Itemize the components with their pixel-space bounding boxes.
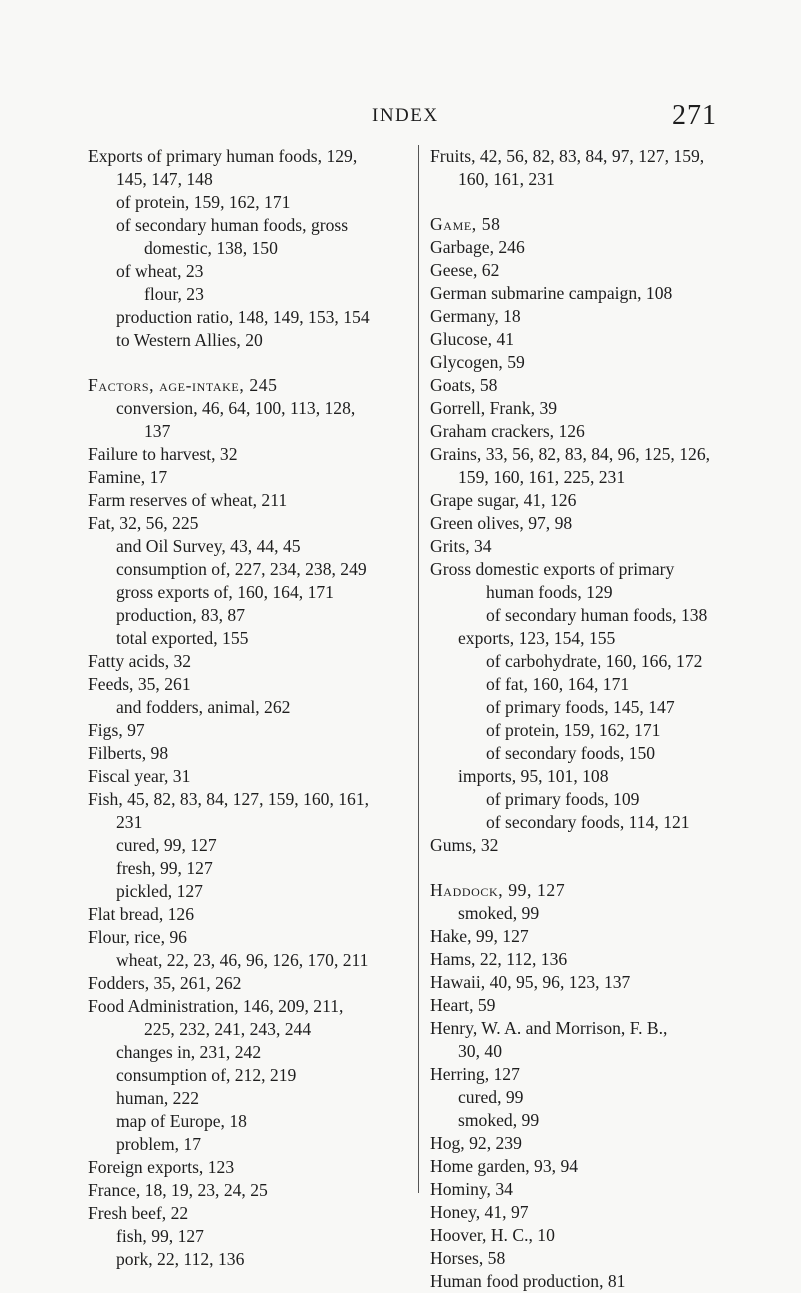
index-entry: Grits, 34	[430, 536, 492, 556]
index-subentry: to Western Allies, 20	[116, 330, 263, 350]
index-entry: Glucose, 41	[430, 329, 515, 349]
index-entry: Geese, 62	[430, 260, 500, 280]
index-subentry: fish, 99, 127	[116, 1226, 204, 1246]
index-entry: Grains, 33, 56, 82, 83, 84, 96, 125, 126,	[430, 444, 711, 464]
index-subentry: 225, 232, 241, 243, 244	[144, 1019, 312, 1039]
index-entry: Garbage, 246	[430, 237, 525, 257]
index-entry: Feeds, 35, 261	[88, 674, 191, 694]
index-subentry: human foods, 129	[486, 582, 613, 602]
index-entry: Exports of primary human foods, 129,	[88, 146, 358, 166]
index-entry: Hawaii, 40, 95, 96, 123, 137	[430, 972, 631, 992]
page-number: 271	[672, 100, 717, 131]
index-subentry: of secondary foods, 114, 121	[486, 812, 690, 832]
index-subentry: consumption of, 227, 234, 238, 249	[116, 559, 367, 579]
index-subentry: and Oil Survey, 43, 44, 45	[116, 536, 301, 556]
index-subentry: production, 83, 87	[116, 605, 246, 625]
index-subentry: of protein, 159, 162, 171	[486, 720, 661, 740]
index-subentry: map of Europe, 18	[116, 1111, 247, 1131]
page-header	[0, 100, 801, 130]
index-entry: Fodders, 35, 261, 262	[88, 973, 242, 993]
index-subentry: 30, 40	[458, 1041, 502, 1061]
index-entry: Foreign exports, 123	[88, 1157, 235, 1177]
index-entry: Human food production, 81	[430, 1271, 626, 1291]
index-entry: German submarine campaign, 108	[430, 283, 673, 303]
index-subentry: smoked, 99	[458, 1110, 540, 1130]
index-entry: Game, 58	[430, 214, 501, 234]
index-entry: Figs, 97	[88, 720, 145, 740]
index-subentry: imports, 95, 101, 108	[458, 766, 609, 786]
index-entry: Farm reserves of wheat, 211	[88, 490, 288, 510]
index-subentry: cured, 99, 127	[116, 835, 217, 855]
index-entry: Gross domestic exports of primary	[430, 559, 675, 579]
index-subentry: flour, 23	[144, 284, 204, 304]
index-subentry: 145, 147, 148	[116, 169, 213, 189]
index-entry: Hake, 99, 127	[430, 926, 529, 946]
index-entry: Haddock, 99, 127	[430, 880, 566, 900]
index-subentry: of fat, 160, 164, 171	[486, 674, 630, 694]
index-entry: France, 18, 19, 23, 24, 25	[88, 1180, 268, 1200]
index-subentry: domestic, 138, 150	[144, 238, 278, 258]
index-subentry: wheat, 22, 23, 46, 96, 126, 170, 211	[116, 950, 369, 970]
index-entry: Fatty acids, 32	[88, 651, 192, 671]
index-entry: Flat bread, 126	[88, 904, 195, 924]
column-divider	[418, 145, 419, 1193]
index-subentry: exports, 123, 154, 155	[458, 628, 616, 648]
index-subentry: 137	[144, 421, 171, 441]
index-entry: Hams, 22, 112, 136	[430, 949, 568, 969]
index-entry: Flour, rice, 96	[88, 927, 187, 947]
index-subentry: 231	[116, 812, 143, 832]
index-entry: Failure to harvest, 32	[88, 444, 238, 464]
index-column-right	[430, 145, 775, 1293]
index-subentry: of secondary human foods, gross	[116, 215, 349, 235]
index-subentry: human, 222	[116, 1088, 200, 1108]
index-entry: Fiscal year, 31	[88, 766, 191, 786]
index-entry: Gorrell, Frank, 39	[430, 398, 558, 418]
index-subentry: of carbohydrate, 160, 166, 172	[486, 651, 703, 671]
index-subentry: 160, 161, 231	[458, 169, 555, 189]
index-entry: Hominy, 34	[430, 1179, 513, 1199]
index-entry: Herring, 127	[430, 1064, 520, 1084]
index-subentry: and fodders, animal, 262	[116, 697, 291, 717]
index-entry: Fresh beef, 22	[88, 1203, 189, 1223]
index-entry: Famine, 17	[88, 467, 168, 487]
section-gap	[430, 191, 775, 213]
index-entry: Honey, 41, 97	[430, 1202, 529, 1222]
index-entry: Factors, age-intake, 245	[88, 375, 278, 395]
index-subentry: of protein, 159, 162, 171	[116, 192, 291, 212]
index-column-left	[88, 145, 404, 1271]
index-entry: Green olives, 97, 98	[430, 513, 573, 533]
index-entry: Gums, 32	[430, 835, 499, 855]
index-subentry: of secondary foods, 150	[486, 743, 656, 763]
section-gap	[88, 352, 404, 374]
index-subentry: 159, 160, 161, 225, 231	[458, 467, 626, 487]
index-entry: Horses, 58	[430, 1248, 506, 1268]
index-subentry: changes in, 231, 242	[116, 1042, 262, 1062]
index-subentry: cured, 99	[458, 1087, 524, 1107]
index-subentry: gross exports of, 160, 164, 171	[116, 582, 334, 602]
index-entry: Fruits, 42, 56, 82, 83, 84, 97, 127, 159,	[430, 146, 705, 166]
index-entry: Filberts, 98	[88, 743, 169, 763]
index-entry: Germany, 18	[430, 306, 521, 326]
index-subentry: production ratio, 148, 149, 153, 154	[116, 307, 370, 327]
index-entry: Grape sugar, 41, 126	[430, 490, 577, 510]
index-entry: Glycogen, 59	[430, 352, 525, 372]
index-subentry: conversion, 46, 64, 100, 113, 128,	[116, 398, 356, 418]
index-subentry: of primary foods, 109	[486, 789, 640, 809]
index-entry: Fat, 32, 56, 225	[88, 513, 199, 533]
index-subentry: total exported, 155	[116, 628, 249, 648]
index-entry: Henry, W. A. and Morrison, F. B.,	[430, 1018, 668, 1038]
index-entry: Hog, 92, 239	[430, 1133, 522, 1153]
index-subentry: pickled, 127	[116, 881, 203, 901]
index-entry: Food Administration, 146, 209, 211,	[88, 996, 344, 1016]
index-entry: Fish, 45, 82, 83, 84, 127, 159, 160, 161,	[88, 789, 370, 809]
index-entry: Goats, 58	[430, 375, 498, 395]
index-subentry: of primary foods, 145, 147	[486, 697, 675, 717]
running-head: INDEX	[372, 105, 439, 126]
index-entry: Graham crackers, 126	[430, 421, 585, 441]
index-subentry: pork, 22, 112, 136	[116, 1249, 245, 1269]
index-subentry: smoked, 99	[458, 903, 540, 923]
index-subentry: consumption of, 212, 219	[116, 1065, 297, 1085]
index-entry: Hoover, H. C., 10	[430, 1225, 555, 1245]
index-subentry: fresh, 99, 127	[116, 858, 213, 878]
index-entry: Home garden, 93, 94	[430, 1156, 579, 1176]
index-subentry: of wheat, 23	[116, 261, 204, 281]
index-entry: Heart, 59	[430, 995, 496, 1015]
index-subentry: problem, 17	[116, 1134, 202, 1154]
section-gap	[430, 857, 775, 879]
index-subentry: of secondary human foods, 138	[486, 605, 708, 625]
